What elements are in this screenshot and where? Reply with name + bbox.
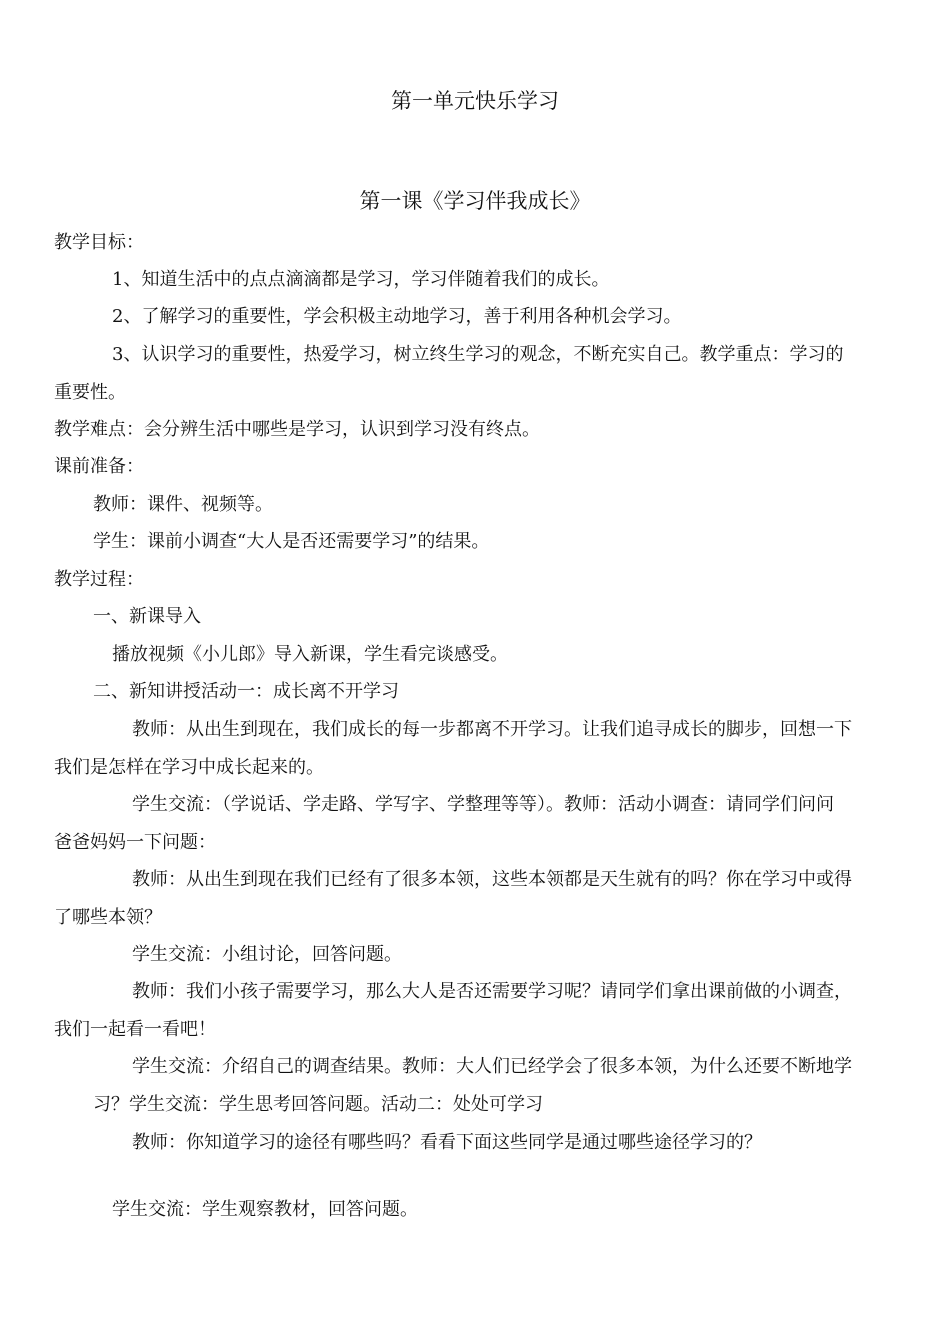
- paragraph-6-line-2: 习？学生交流：学生思考回答问题。活动二：处处可学习: [93, 1094, 543, 1115]
- paragraph-6-line-1: 学生交流：介绍自己的调查结果。教师：大人们已经学会了很多本领，为什么还要不断地学: [132, 1056, 852, 1077]
- goal-1: 1、知道生活中的点点滴滴都是学习，学习伴随着我们的成长。: [112, 269, 610, 290]
- paragraph-6: [54, 1048, 896, 1124]
- prep-heading: 课前准备：: [54, 456, 144, 477]
- paragraph-2-line-1: 学生交流：（学说话、学走路、学写字、学整理等等）。教师：活动小调查：请同学们问问: [132, 794, 834, 815]
- goal-3-line-2: 重要性。: [54, 382, 126, 403]
- goal-3: [54, 336, 896, 412]
- lesson-title: 第一课《学习伴我成长》: [359, 189, 591, 213]
- goal-3-line-1: 3、认识学习的重要性，热爱学习，树立终生学习的观念，不断充实自己。教学重点：学习的: [112, 344, 844, 365]
- step-1-heading: 一、新课导入: [93, 606, 201, 627]
- prep-student: 学生：课前小调查“大人是否还需要学习”的结果。: [93, 531, 490, 552]
- paragraph-3-line-1: 教师：从出生到现在我们已经有了很多本领，这些本领都是天生就有的吗？你在学习中或得: [132, 869, 852, 890]
- paragraph-3-line-2: 了哪些本领？: [54, 907, 162, 928]
- paragraph-1: [54, 711, 896, 787]
- unit-title: 第一单元快乐学习: [391, 89, 559, 113]
- step-1-text: 播放视频《小儿郎》导入新课，学生看完谈感受。: [112, 644, 508, 665]
- paragraph-2-line-2: 爸爸妈妈一下问题：: [54, 832, 216, 853]
- paragraph-3: [54, 861, 896, 937]
- paragraph-5: [54, 973, 896, 1049]
- prep-teacher: 教师：课件、视频等。: [93, 494, 273, 515]
- paragraph-7: 教师：你知道学习的途径有哪些吗？看看下面这些同学是通过哪些途径学习的？: [132, 1132, 762, 1153]
- paragraph-8: 学生交流：学生观察教材，回答问题。: [112, 1199, 418, 1220]
- paragraph-5-line-1: 教师：我们小孩子需要学习，那么大人是否还需要学习呢？请同学们拿出课前做的小调查，: [132, 981, 852, 1002]
- process-heading: 教学过程：: [54, 569, 144, 590]
- paragraph-1-line-1: 教师：从出生到现在，我们成长的每一步都离不开学习。让我们追寻成长的脚步，回想一下: [132, 719, 852, 740]
- paragraph-1-line-2: 我们是怎样在学习中成长起来的。: [54, 757, 324, 778]
- goal-2: 2、了解学习的重要性，学会积极主动地学习，善于利用各种机会学习。: [112, 306, 682, 327]
- paragraph-2: [54, 786, 896, 862]
- paragraph-4: 学生交流：小组讨论，回答问题。: [132, 944, 402, 965]
- goals-heading: 教学目标：: [54, 232, 144, 253]
- difficulty: 教学难点：会分辨生活中哪些是学习，认识到学习没有终点。: [54, 419, 540, 440]
- paragraph-5-line-2: 我们一起看一看吧！: [54, 1019, 216, 1040]
- step-2-heading: 二、新知讲授活动一：成长离不开学习: [93, 681, 399, 702]
